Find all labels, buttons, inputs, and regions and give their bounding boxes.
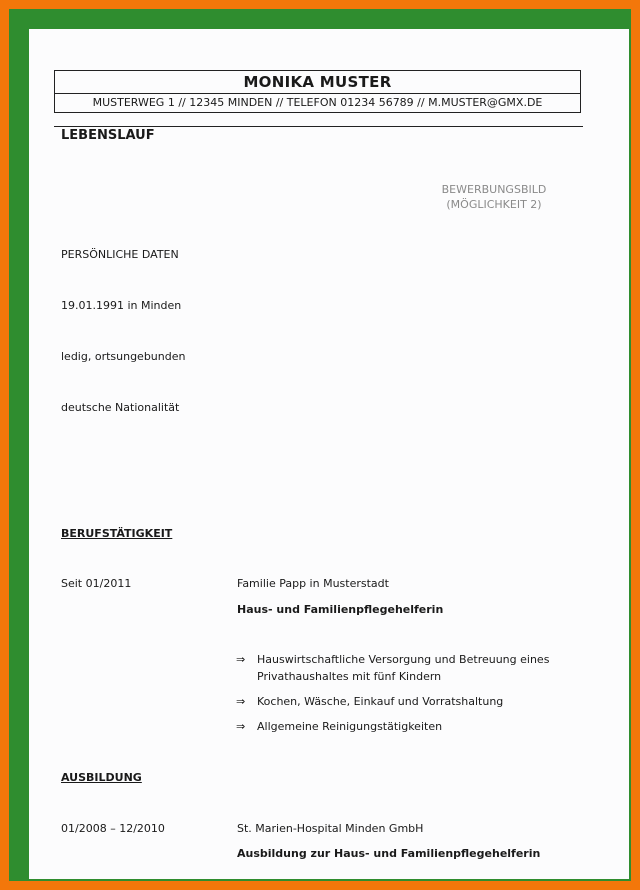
education-period: 01/2008 – 12/2010 xyxy=(61,822,165,835)
header-box xyxy=(54,70,581,113)
work-section-heading: BERUFSTÄTIGKEIT xyxy=(61,527,173,540)
applicant-name: MONIKA MUSTER xyxy=(55,71,580,94)
work-duty-item: Allgemeine Reinigungstätigkeiten xyxy=(257,720,443,733)
contact-line: MUSTERWEG 1 // 12345 MINDEN // TELEFON 01234 56789 // M.MUSTER@GMX.DE xyxy=(92,96,543,109)
work-period: Seit 01/2011 xyxy=(61,577,132,590)
education-section-heading: AUSBILDUNG xyxy=(61,771,142,784)
work-duty-item: Hauswirtschaftliche Versorgung und Betreuung eines Privathaushaltes mit fünf Kindern xyxy=(257,653,550,683)
birth-info: 19.01.1991 in Minden xyxy=(61,299,182,312)
cv-page xyxy=(29,29,629,879)
work-duty-item: Kochen, Wäsche, Einkauf und Vorratshaltung xyxy=(257,695,504,708)
document-title: LEBENSLAUF xyxy=(61,128,155,143)
outer-frame xyxy=(9,9,631,881)
work-employer: Familie Papp in Musterstadt xyxy=(237,577,389,590)
marital-status: ledig, ortsungebunden xyxy=(61,350,186,363)
nationality: deutsche Nationalität xyxy=(61,401,180,414)
divider xyxy=(54,126,583,127)
education-program: Ausbildung zur Haus- und Familienpflegehelferin xyxy=(237,847,541,860)
photo-placeholder xyxy=(409,182,579,212)
personal-data-heading: PERSÖNLICHE DATEN xyxy=(61,248,179,261)
photo-placeholder-label: BEWERBUNGSBILD xyxy=(441,183,547,196)
arrow-bullet-icon: ⇒ xyxy=(236,695,246,708)
arrow-bullet-icon: ⇒ xyxy=(236,653,246,666)
arrow-bullet-icon: ⇒ xyxy=(236,720,246,733)
work-position: Haus- und Familienpflegehelferin xyxy=(237,603,444,616)
education-institution: St. Marien-Hospital Minden GmbH xyxy=(237,822,424,835)
photo-placeholder-note: (MÖGLICHKEIT 2) xyxy=(446,198,542,211)
